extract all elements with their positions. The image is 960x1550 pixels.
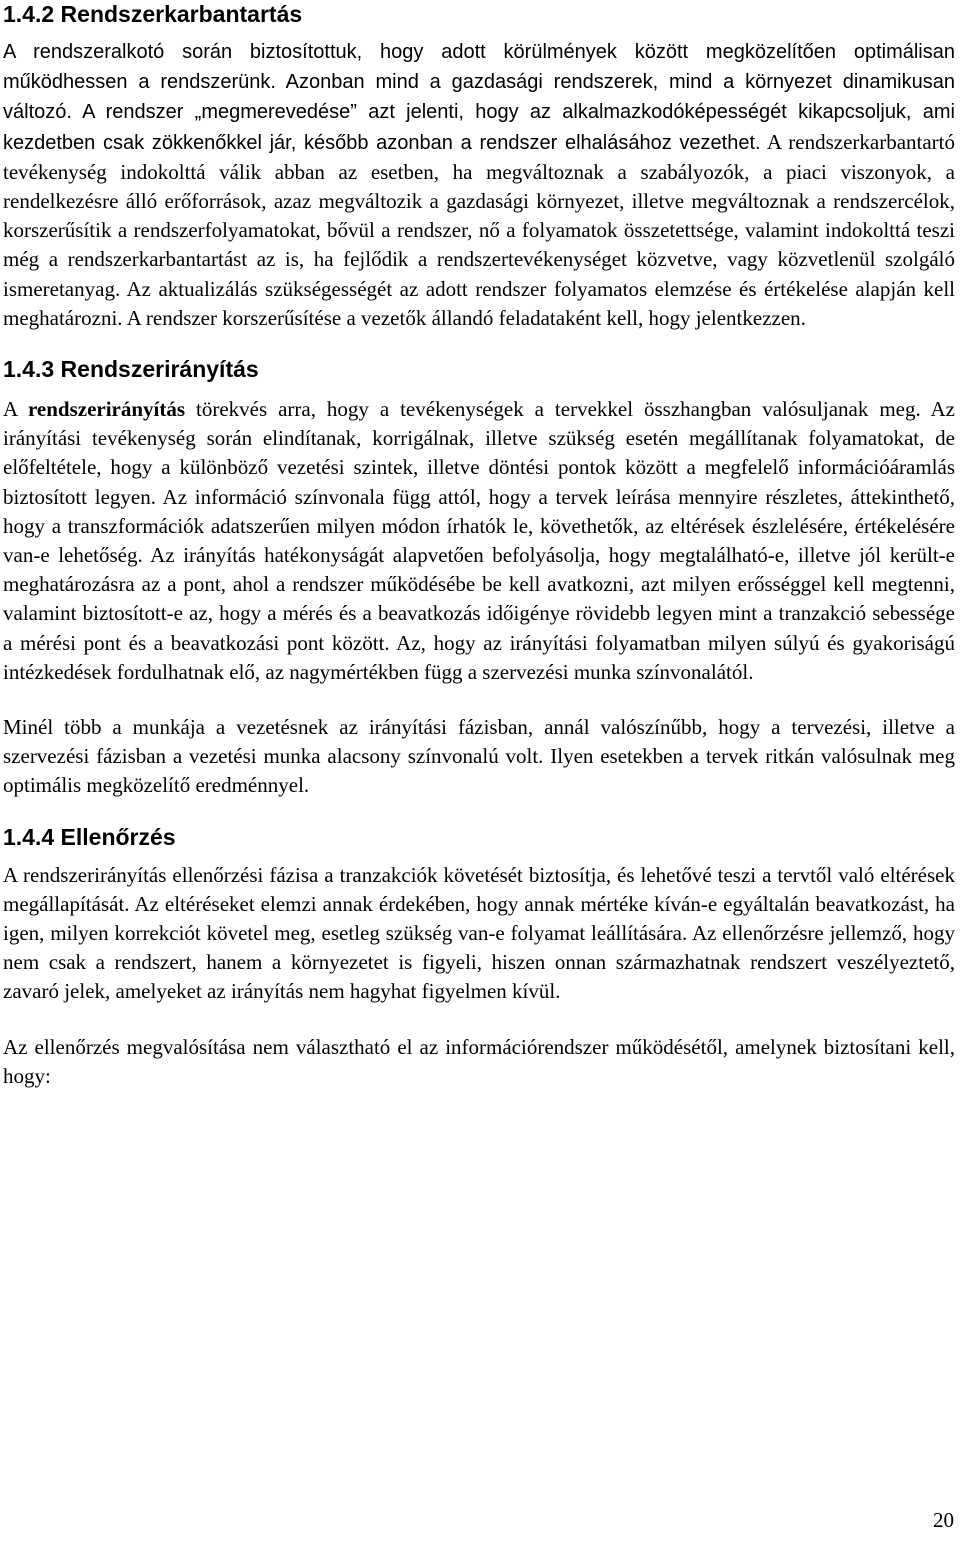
section-heading: 1.4.4 Ellenőrzés	[3, 823, 176, 850]
paragraph: A rendszerirányítás ellenőrzési fázisa a tranzakciók követését biztosítja, és lehetővé teszi a tervtől való eltérések megállapítását. Az eltéréseket elemzi annak érdekében, hogy annak mértéke kíván-e egyáltalán beavatkozást, ha igen, milyen korrekciót követel meg, esetleg szükség van-e folyamat leállítására. Az ellenőrzésre jellemző, hogy nem csak a rendszert, hanem a környezetet is figyeli, hiszen onnan származhatnak rendszert veszélyeztető, zavaró jelek, amelyeket az irányítás nem hagyhat figyelmen kívül.	[3, 862, 955, 1004]
paragraph-rest: törekvés arra, hogy a tevékenységek a tervekkel összhangban valósuljanak meg. Az irányítási tevékenység során elindítanak, korrigálnak, illetve szükség esetén megállítanak folyamatokat, de előfeltétele, hogy a különböző vezetési szintek, illetve döntési pontok között a megfelelő információáramlás biztosított legyen. Az információ színvonala függ attól, hogy a tervek leírása mennyire részletes, áttekinthető, hogy a transzformációk adatszerűen milyen módon írhatók le, követhetők, az eltérések észlelésére, értékelésére van-e lehetőség. Az irányítás hatékonyságát alapvetően befolyásolja, hogy megtalálható-e, illetve jól került-e meghatározásra az a pont, ahol a rendszer működésébe be kell avatkozni, azt milyen erősséggel kell megtenni, valamint biztosított-e az, hogy a mérés és a beavatkozás időigénye rövidebb legyen mint a tranzakció sebessége a mérési pont és a beavatkozási pont között. Az, hogy az irányítási folyamatban milyen súlyú és gyakoriságú intézkedések fordulhatnak elő, az nagymértékben függ a szervezési munka színvonalától.	[3, 397, 955, 684]
paragraph-lead: A	[3, 397, 28, 422]
paragraph-serif-run: A rendszerkarbantartó tevékenység indokolttá válik abban az esetben, ha megváltoznak a szabályozók, a piaci viszonyok, a rendelkezésre álló erőforrások, azaz megváltozik a gazdasági környezet, illetve megváltoznak a rendszercélok, korszerűsítik a rendszerfolyamatokat, bővül a rendszer, nő a folyamatok összetettsége, valamint indokolttá teszi még a rendszerkarbantartást az is, ha fejlődik a rendszertevékenységet közvetve, vagy közvetlenül szolgáló ismeretanyag. Az aktualizálás szükségességét az adott rendszer folyamatos elemzése és értékelése alapján kell meghatározni. A rendszer korszerűsítése a vezetők állandó feladataként kell, hogy jelentkezzen.	[3, 129, 956, 330]
document-page	[3, 0, 955, 1091]
paragraph	[3, 395, 955, 687]
section-rendszeriranyitas	[3, 355, 955, 801]
section-heading: 1.4.2 Rendszerkarbantartás	[3, 1, 303, 27]
paragraph: Minél több a munkája a vezetésnek az irányítási fázisban, annál valószínűbb, hogy a tervezési, illetve a szervezési fázisban a vezetési munka alacsony színvonalú volt. Ilyen esetekben a tervek ritkán valósulnak meg optimális megközelítő eredménnyel.	[3, 715, 955, 798]
section-rendszerkarbantartas	[3, 0, 955, 333]
paragraph-sans-run: A rendszeralkotó során biztosítottuk, hogy adott körülmények között megközelítően optimálisan működhessen a rendszerünk. Azonban mind a gazdasági rendszerek, mind a környezet dinamikusan változó. A rendszer „megmerevedése” azt jelenti, hogy az alkalmazkodóképességét kikapcsoljuk, ami kezdetben csak zökkenőkkel jár, később azonban a rendszer elhalásához vezethet.	[3, 41, 955, 154]
paragraph: Az ellenőrzés megvalósítása nem választható el az információrendszer működésétől, amelynek biztosítani kell, hogy:	[3, 1034, 955, 1088]
section-heading: 1.4.3 Rendszerirányítás	[3, 356, 259, 383]
page-number: 20	[933, 1508, 954, 1532]
section-ellenorzes	[3, 823, 955, 1091]
paragraph	[3, 37, 955, 333]
bold-term: rendszerirányítás	[27, 397, 186, 422]
